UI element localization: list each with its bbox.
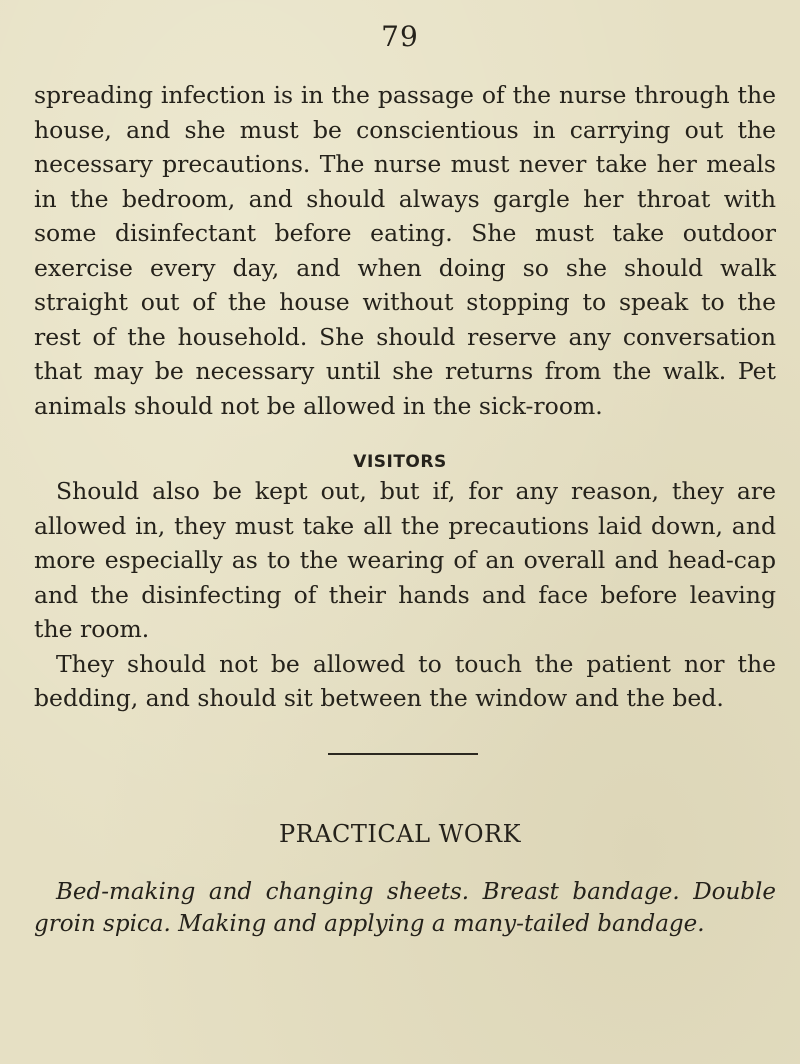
visitors-paragraph-1: Should also be kept out, but if, for any reason, they are allowed in, they must take all the precautions laid down, and more especially as to the wearing of an overall and head-cap and the disinfecting of their hands and face before leaving the room. [34, 477, 776, 643]
intro-paragraph: spreading infection is in the passage of the nurse through the house, and she must be conscientious in carrying out the necessary precautions. The nurse must never take her meals in the bedroom, and should always gargle her throat with some disinfectant before eating. She must take outdoor exercise every day, and when doing so she should walk straight out of the house without stopping to speak to the rest of the household. She should reserve any conversation that may be necessary until she returns from the walk. Pet animals should not be allowed in the sick-room. [34, 81, 776, 420]
visitors-section [34, 474, 776, 716]
page-number: 79 [381, 20, 419, 53]
practical-work-text: Bed-making and changing sheets. Breast bandage. Double groin spica. Making and applying a many-tailed bandage. [34, 879, 776, 937]
practical-work-section [34, 876, 776, 940]
visitors-heading: VISITORS [353, 452, 447, 472]
intro-section [34, 78, 776, 423]
section-divider [328, 753, 478, 755]
visitors-paragraph-2: They should not be allowed to touch the patient nor the bedding, and should sit between the window and the bed. [34, 649, 776, 712]
practical-work-heading: PRACTICAL WORK [278, 820, 521, 848]
